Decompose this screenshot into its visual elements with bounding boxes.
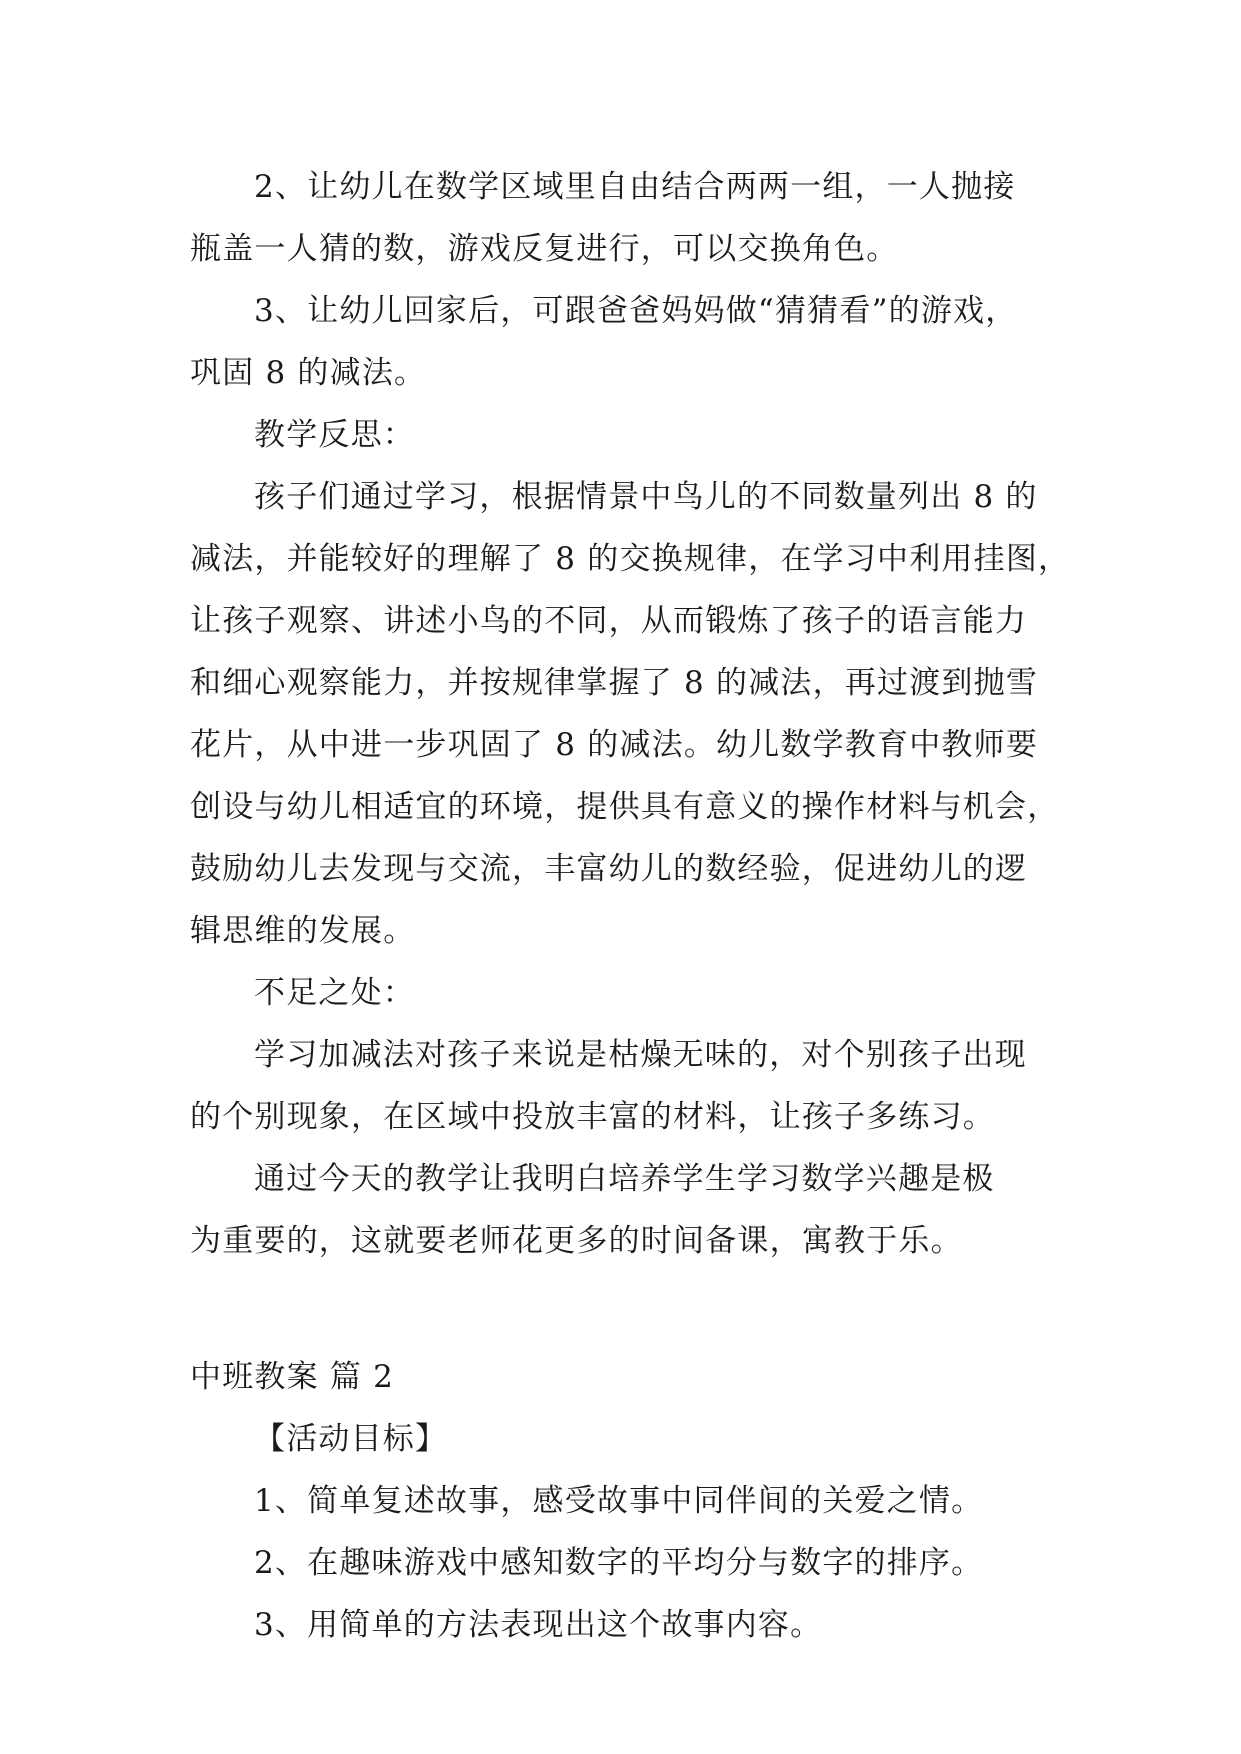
- goal-item-3: 3、用简单的方法表现出这个故事内容。: [254, 1607, 823, 1643]
- shortcomings-line-2: 的个别现象，在区域中投放丰富的材料，让孩子多练习。: [190, 1099, 995, 1135]
- shortcomings-line-1: 学习加减法对孩子来说是枯燥无味的，对个别孩子出现: [254, 1037, 1027, 1073]
- reflection-line-7: 鼓励幼儿去发现与交流，丰富幼儿的数经验，促进幼儿的逻: [190, 851, 1028, 887]
- list-item-2-line-2: 瓶盖一人猜的数，游戏反复进行，可以交换角色。: [190, 231, 899, 267]
- document-body: [190, 156, 1071, 1656]
- reflection-line-8: 辑思维的发展。: [190, 913, 416, 949]
- shortcomings-title: 不足之处：: [254, 975, 415, 1011]
- goals-title: 【活动目标】: [254, 1421, 448, 1457]
- conclusion-line-1: 通过今天的教学让我明白培养学生学习数学兴趣是极: [254, 1161, 995, 1197]
- reflection-line-1: 孩子们通过学习，根据情景中鸟儿的不同数量列出 8 的: [254, 479, 1038, 515]
- reflection-line-6: 创设与幼儿相适宜的环境，提供具有意义的操作材料与机会，: [190, 789, 1060, 825]
- goal-item-2: 2、在趣味游戏中感知数字的平均分与数字的排序。: [254, 1545, 984, 1581]
- reflection-line-3: 让孩子观察、讲述小鸟的不同，从而锻炼了孩子的语言能力: [190, 603, 1028, 639]
- reflection-line-5: 花片，从中进一步巩固了 8 的减法。幼儿数学教育中教师要: [190, 727, 1039, 763]
- goal-item-1: 1、简单复述故事，感受故事中同伴间的关爱之情。: [254, 1483, 984, 1519]
- reflection-title: 教学反思：: [254, 417, 415, 453]
- conclusion-line-2: 为重要的，这就要老师花更多的时间备课，寓教于乐。: [190, 1223, 963, 1259]
- lesson2-heading: 中班教案 篇 2: [190, 1359, 395, 1395]
- list-item-3-line-2: 巩固 8 的减法。: [190, 355, 427, 391]
- reflection-line-4: 和细心观察能力，并按规律掌握了 8 的减法，再过渡到抛雪: [190, 665, 1039, 701]
- section-spacer: [190, 1272, 1052, 1346]
- list-item-2-line-1: 2、让幼儿在数学区域里自由结合两两一组，一人抛接: [254, 169, 1016, 205]
- reflection-line-2: 减法，并能较好的理解了 8 的交换规律，在学习中利用挂图，: [190, 541, 1071, 577]
- list-item-3-line-1: 3、让幼儿回家后，可跟爸爸妈妈做“猜猜看”的游戏，: [254, 293, 1018, 329]
